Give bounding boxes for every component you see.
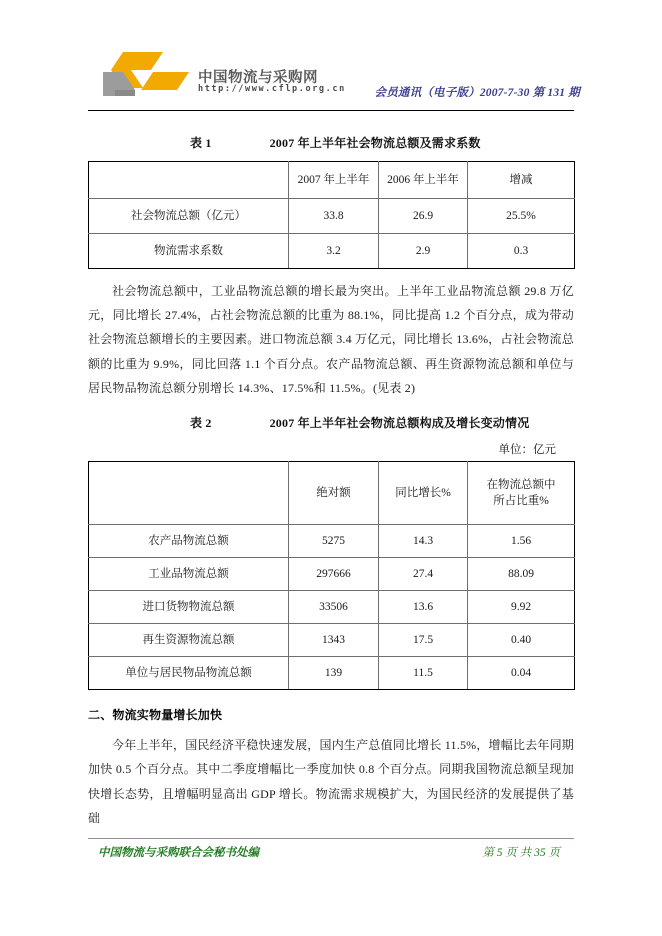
table2-row2-label: 进口货物物流总额 bbox=[89, 591, 289, 624]
table2-row4-absolute: 139 bbox=[289, 657, 379, 690]
table1-row0-label: 社会物流总额（亿元） bbox=[89, 199, 289, 234]
table1-row0-v2006: 26.9 bbox=[379, 199, 468, 234]
chinawuliu-logo-mark-icon bbox=[101, 50, 193, 98]
table-row bbox=[89, 624, 575, 657]
table2-row0-label: 农产品物流总额 bbox=[89, 525, 289, 558]
footer-divider bbox=[88, 838, 574, 839]
table2-header-col3-line1: 在物流总额中 bbox=[486, 478, 556, 491]
logo-url[interactable]: http://www.cflp.org.cn bbox=[198, 84, 346, 94]
table2-row2-growth: 13.6 bbox=[379, 591, 468, 624]
table-row bbox=[89, 199, 575, 234]
table2-caption bbox=[88, 414, 574, 431]
table2-row1-absolute: 297666 bbox=[289, 558, 379, 591]
table1-caption bbox=[88, 134, 574, 151]
table-row bbox=[89, 234, 575, 269]
table2-row1-label: 工业品物流总额 bbox=[89, 558, 289, 591]
table2-header-col1: 绝对额 bbox=[289, 462, 379, 525]
table1-caption-number: 表 1 bbox=[190, 136, 212, 150]
table1-row1-label: 物流需求系数 bbox=[89, 234, 289, 269]
table2-row2-absolute: 33506 bbox=[289, 591, 379, 624]
table2-row3-absolute: 1343 bbox=[289, 624, 379, 657]
table-row bbox=[89, 657, 575, 690]
table-row bbox=[89, 591, 575, 624]
table-header-row bbox=[89, 462, 575, 525]
table1-caption-title: 2007 年上半年社会物流总额及需求系数 bbox=[269, 136, 481, 150]
page-footer bbox=[88, 844, 574, 864]
table2-header-col3-line2: 所占比重% bbox=[493, 495, 549, 508]
table2-row2-share: 9.92 bbox=[468, 591, 575, 624]
table1-row1-change: 0.3 bbox=[468, 234, 575, 269]
table2-row0-absolute: 5275 bbox=[289, 525, 379, 558]
table2-row1-share: 88.09 bbox=[468, 558, 575, 591]
footer-page-number: 第 5 页 共 35 页 bbox=[482, 847, 560, 859]
header-divider bbox=[88, 110, 574, 111]
page-header bbox=[0, 48, 662, 110]
table-social-logistics-total bbox=[88, 161, 575, 269]
paragraph-physical-volume-growth: 今年上半年，国民经济平稳快速发展，国内生产总值同比增长 11.5%，增幅比去年同期加快 0.5 个百分点。其中二季度增幅比一季度加快 0.8 个百分点。同期我国物流总额呈现加快增长态势，且增幅明显高出 GDP 增长。物流需求规模扩大，为国民经济的发展提供了基础 bbox=[88, 738, 574, 825]
table2-caption-number: 表 2 bbox=[190, 416, 212, 431]
table2-row0-share: 1.56 bbox=[468, 525, 575, 558]
table2-row4-label: 单位与居民物品物流总额 bbox=[89, 657, 289, 690]
table2-row3-growth: 17.5 bbox=[379, 624, 468, 657]
table2-row3-label: 再生资源物流总额 bbox=[89, 624, 289, 657]
footer-publisher: 中国物流与采购联合会秘书处编 bbox=[98, 847, 259, 859]
table2-caption-title: 2007 年上半年社会物流总额构成及增长变动情况 bbox=[269, 416, 530, 431]
table2-row3-share: 0.40 bbox=[468, 624, 575, 657]
table2-header-col2: 同比增长% bbox=[379, 462, 468, 525]
table1-header-col3: 增减 bbox=[468, 162, 575, 199]
table1-header-col1: 2007 年上半年 bbox=[289, 162, 379, 199]
table2-row4-share: 0.04 bbox=[468, 657, 575, 690]
table2-row4-growth: 11.5 bbox=[379, 657, 468, 690]
paragraph-logistics-composition: 社会物流总额中，工业品物流总额的增长最为突出。上半年工业品物流总额 29.8 万亿元，同比增长 27.4%，占社会物流总额的比重为 88.1%，同比提高 1.2 个百分点，成为带动社会物流总额增长的主要因素。进口物流总额 3.4 万亿元，同比增长 13.6%，占社会物流总额的比重为 9.9%，同比回落 1.1 个百分点。农产品物流总额、再生资源物流总额和单位与居民物品物流总额分别增长 14.3%、17.5%和 11.5%。(见表 2) bbox=[88, 284, 574, 395]
table1-row0-v2007: 33.8 bbox=[289, 199, 379, 234]
table2-header-col0 bbox=[89, 462, 289, 525]
section-heading-2: 二、物流实物量增长加快 bbox=[88, 708, 223, 723]
logo-company-name: 中国物流与采购网 bbox=[198, 70, 318, 86]
table2-row1-growth: 27.4 bbox=[379, 558, 468, 591]
table2-header-col3 bbox=[468, 462, 575, 525]
table2-unit-note: 单位：亿元 bbox=[498, 444, 556, 457]
table2-row0-growth: 14.3 bbox=[379, 525, 468, 558]
table-row bbox=[89, 525, 575, 558]
table1-row0-change: 25.5% bbox=[468, 199, 575, 234]
table-logistics-composition bbox=[88, 461, 575, 690]
table-row bbox=[89, 558, 575, 591]
table1-row1-v2006: 2.9 bbox=[379, 234, 468, 269]
table1-row1-v2007: 3.2 bbox=[289, 234, 379, 269]
document-content bbox=[88, 120, 574, 830]
table1-header-col0 bbox=[89, 162, 289, 199]
table-header-row bbox=[89, 162, 575, 199]
site-logo bbox=[101, 50, 346, 108]
table1-header-col2: 2006 年上半年 bbox=[379, 162, 468, 199]
issue-line: 会员通讯（电子版）2007-7-30 第 131 期 bbox=[374, 87, 580, 99]
